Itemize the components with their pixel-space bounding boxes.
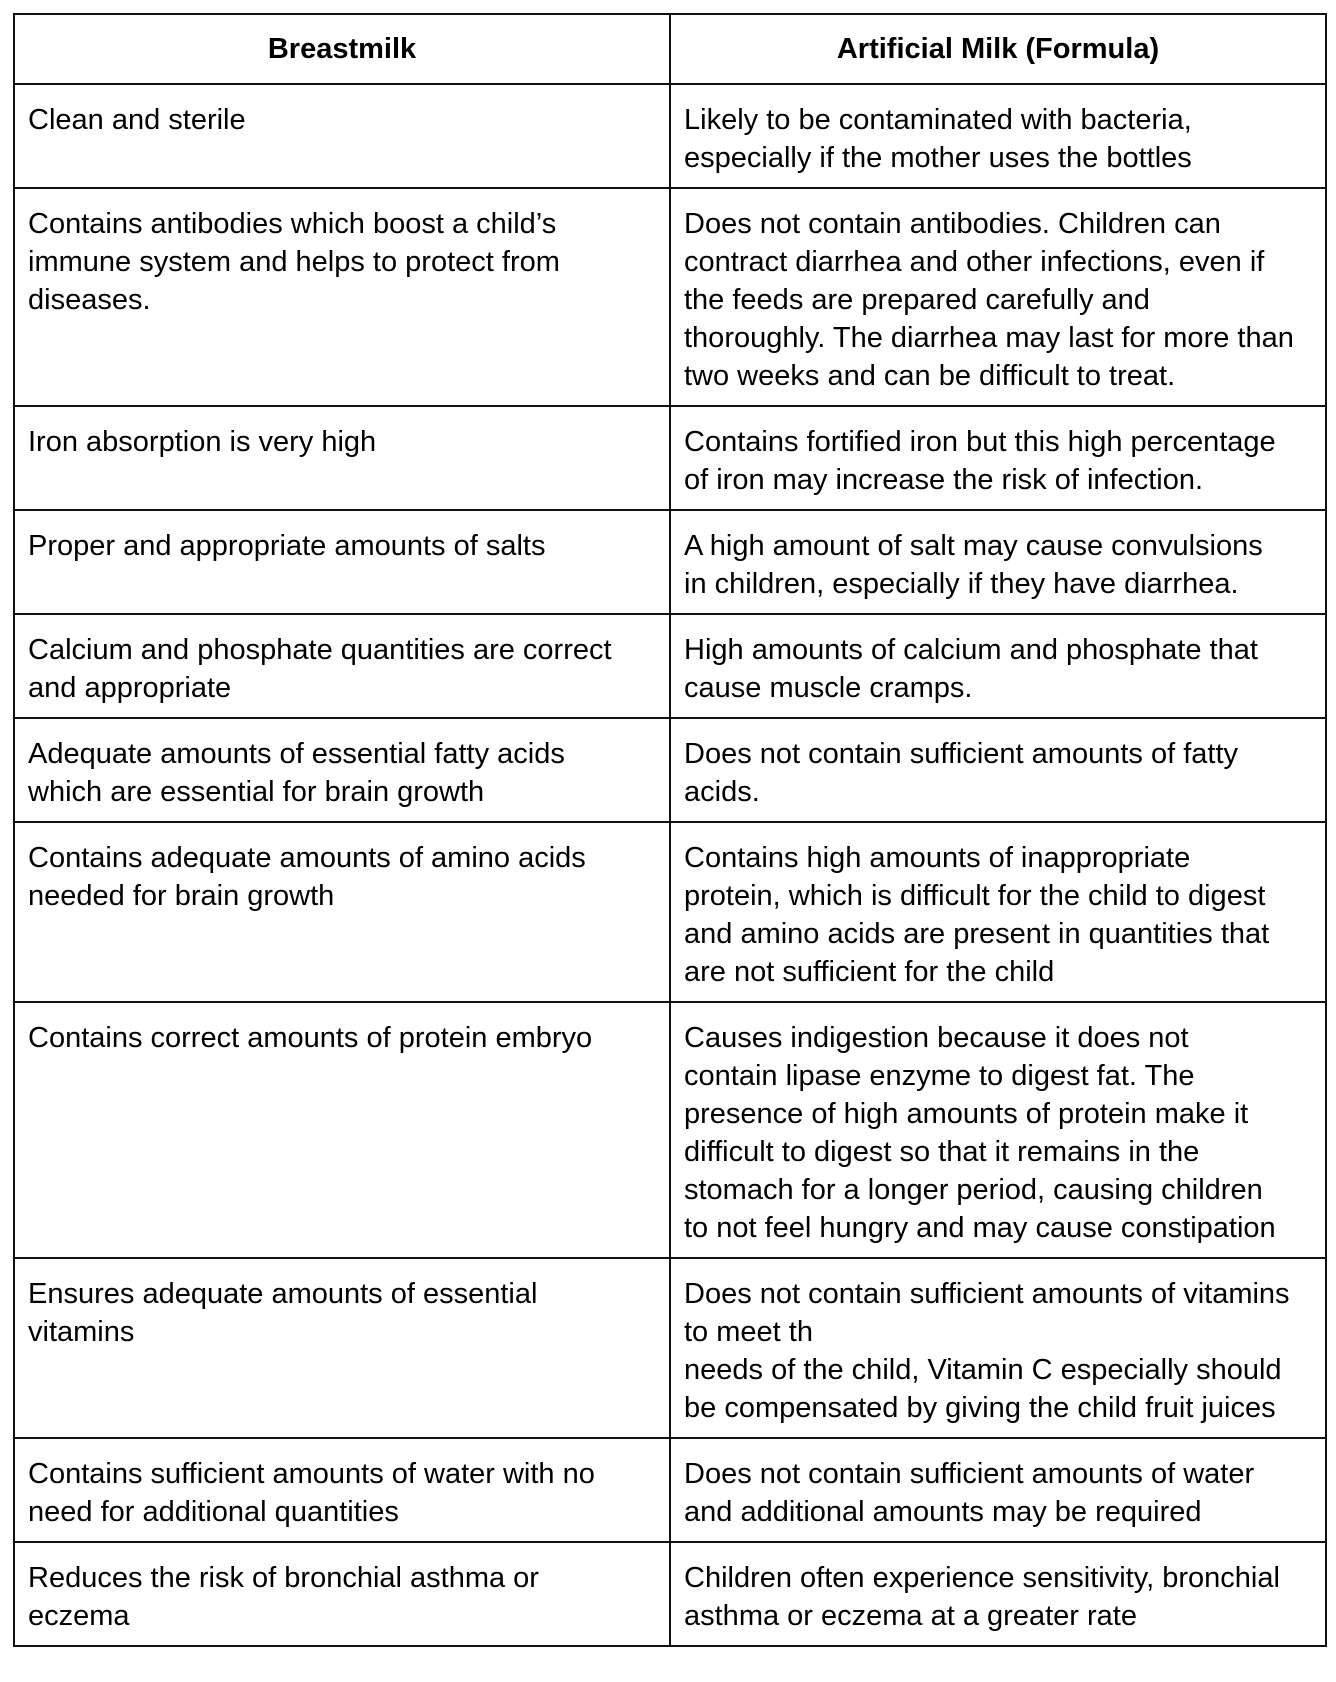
formula-cell: A high amount of salt may cause convulsions in children, especially if they have diarrhea. xyxy=(670,510,1326,614)
table-row xyxy=(14,406,1326,510)
breastmilk-cell: Iron absorption is very high xyxy=(14,406,670,510)
table-row xyxy=(14,718,1326,822)
table-row xyxy=(14,822,1326,1002)
formula-cell: Contains high amounts of inappropriate protein, which is difficult for the child to digest and amino acids are present in quantities that are not sufficient for the child xyxy=(670,822,1326,1002)
table-row xyxy=(14,1002,1326,1258)
header-row xyxy=(14,14,1326,84)
table-body xyxy=(14,84,1326,1646)
table-row xyxy=(14,614,1326,718)
formula-cell: Does not contain sufficient amounts of vitamins to meet th needs of the child, Vitamin C especially should be compensated by giving the child fruit juices xyxy=(670,1258,1326,1438)
breastmilk-cell: Contains antibodies which boost a child’s immune system and helps to protect from diseases. xyxy=(14,188,670,406)
header-formula: Artificial Milk (Formula) xyxy=(670,14,1326,84)
table-row xyxy=(14,84,1326,188)
formula-cell: Likely to be contaminated with bacteria, especially if the mother uses the bottles xyxy=(670,84,1326,188)
breastmilk-cell: Contains correct amounts of protein embryo xyxy=(14,1002,670,1258)
formula-cell: Children often experience sensitivity, bronchial asthma or eczema at a greater rate xyxy=(670,1542,1326,1646)
breastmilk-cell: Clean and sterile xyxy=(14,84,670,188)
table-row xyxy=(14,1542,1326,1646)
formula-cell: Contains fortified iron but this high percentage of iron may increase the risk of infection. xyxy=(670,406,1326,510)
formula-cell: High amounts of calcium and phosphate that cause muscle cramps. xyxy=(670,614,1326,718)
breastmilk-cell: Contains adequate amounts of amino acids needed for brain growth xyxy=(14,822,670,1002)
formula-cell: Does not contain sufficient amounts of water and additional amounts may be required xyxy=(670,1438,1326,1542)
breastmilk-cell: Proper and appropriate amounts of salts xyxy=(14,510,670,614)
table-row xyxy=(14,1258,1326,1438)
formula-cell: Causes indigestion because it does not contain lipase enzyme to digest fat. The presence of high amounts of protein make it difficult to digest so that it remains in the stomach for a longer period, causing children to not feel hungry and may cause constipation xyxy=(670,1002,1326,1258)
breastmilk-cell: Contains sufficient amounts of water with no need for additional quantities xyxy=(14,1438,670,1542)
formula-cell: Does not contain antibodies. Children can contract diarrhea and other infections, even if the feeds are prepared carefully and thoroughly. The diarrhea may last for more than two weeks and can be difficult to treat. xyxy=(670,188,1326,406)
breastmilk-cell: Calcium and phosphate quantities are correct and appropriate xyxy=(14,614,670,718)
comparison-table xyxy=(13,13,1327,1647)
breastmilk-cell: Adequate amounts of essential fatty acids which are essential for brain growth xyxy=(14,718,670,822)
header-breastmilk: Breastmilk xyxy=(14,14,670,84)
breastmilk-cell: Ensures adequate amounts of essential vitamins xyxy=(14,1258,670,1438)
table-row xyxy=(14,188,1326,406)
formula-cell: Does not contain sufficient amounts of fatty acids. xyxy=(670,718,1326,822)
table-header xyxy=(14,14,1326,84)
breastmilk-cell: Reduces the risk of bronchial asthma or eczema xyxy=(14,1542,670,1646)
table-row xyxy=(14,510,1326,614)
table-row xyxy=(14,1438,1326,1542)
